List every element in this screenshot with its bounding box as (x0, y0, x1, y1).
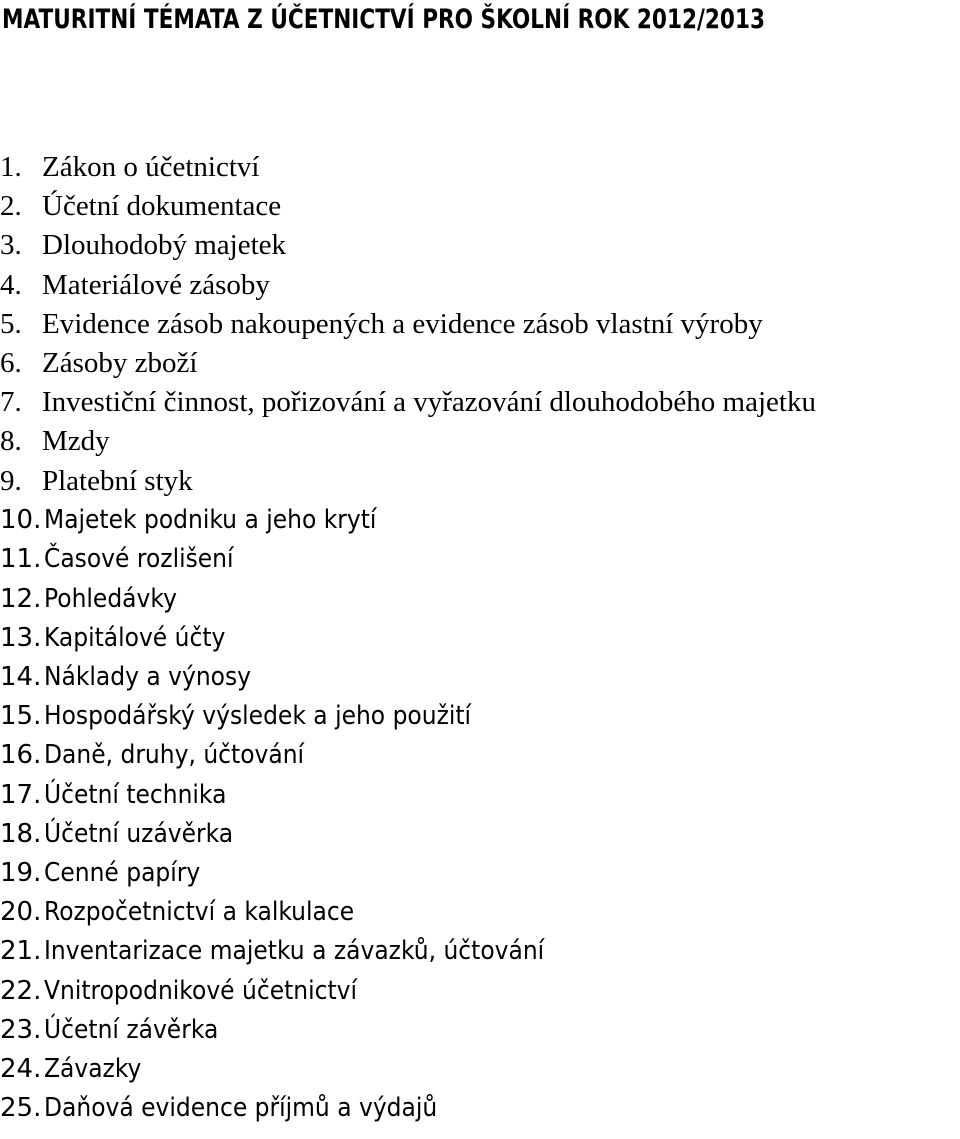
list-item (0, 971, 816, 1010)
list-item (0, 814, 816, 853)
list-item (0, 344, 816, 383)
item-label: Daňová evidence příjmů a výdajů (44, 1093, 438, 1124)
item-label: Platební styk (42, 464, 193, 497)
list-item (0, 383, 816, 422)
item-label: Účetní technika (44, 779, 227, 810)
list-item (0, 422, 816, 461)
item-number: 15. (0, 701, 42, 732)
item-number: 18. (0, 818, 42, 849)
list-item (0, 1089, 816, 1128)
list-item (0, 266, 816, 305)
list-item (0, 501, 816, 540)
item-label: Mzdy (42, 425, 110, 458)
topic-list (0, 148, 816, 1128)
item-number: 19. (0, 857, 42, 888)
list-item (0, 657, 816, 696)
item-number: 12. (0, 583, 42, 614)
list-item (0, 462, 816, 501)
item-number: 3. (0, 229, 22, 262)
list-item (0, 226, 816, 265)
list-item (0, 618, 816, 657)
item-number: 21. (0, 936, 42, 967)
item-number: 13. (0, 622, 42, 653)
list-item (0, 579, 816, 618)
document-title: MATURITNÍ TÉMATA Z ÚČETNICTVÍ PRO ŠKOLNÍ ROK 2012/2013 (2, 4, 766, 35)
item-label: Účetní dokumentace (42, 190, 282, 223)
list-item (0, 148, 816, 187)
item-number: 16. (0, 740, 42, 771)
item-number: 9. (0, 464, 22, 497)
list-item (0, 187, 816, 226)
list-item (0, 893, 816, 932)
item-number: 2. (0, 190, 22, 223)
item-number: 5. (0, 307, 22, 340)
list-item (0, 1049, 816, 1088)
item-number: 11. (0, 544, 42, 575)
list-item (0, 305, 816, 344)
item-number: 7. (0, 386, 22, 419)
item-label: Časové rozlišení (44, 544, 234, 575)
list-item (0, 736, 816, 775)
item-label: Rozpočetnictví a kalkulace (44, 897, 355, 928)
item-number: 6. (0, 347, 22, 380)
item-label: Zákon o účetnictví (42, 151, 260, 184)
item-label: Náklady a výnosy (44, 662, 252, 693)
list-item (0, 697, 816, 736)
item-label: Účetní uzávěrka (44, 818, 234, 849)
item-label: Majetek podniku a jeho krytí (44, 505, 377, 536)
item-number: 14. (0, 662, 42, 693)
item-label: Závazky (44, 1053, 142, 1084)
item-number: 17. (0, 779, 42, 810)
item-number: 23. (0, 1014, 42, 1045)
item-label: Dlouhodobý majetek (42, 229, 287, 262)
list-item (0, 932, 816, 971)
item-label: Kapitálové účty (44, 622, 226, 653)
item-label: Pohledávky (44, 583, 177, 614)
list-item (0, 540, 816, 579)
item-number: 25. (0, 1093, 42, 1124)
item-label: Zásoby zboží (42, 347, 198, 380)
item-label: Cenné papíry (44, 857, 201, 888)
item-label: Účetní závěrka (44, 1014, 219, 1045)
item-number: 20. (0, 897, 42, 928)
item-number: 24. (0, 1053, 42, 1084)
list-item (0, 853, 816, 892)
item-label: Evidence zásob nakoupených a evidence zásob vlastní výroby (42, 307, 763, 340)
list-item (0, 775, 816, 814)
item-label: Materiálové zásoby (42, 268, 270, 301)
item-number: 1. (0, 151, 22, 184)
item-number: 10. (0, 505, 42, 536)
item-label: Daně, druhy, účtování (44, 740, 305, 771)
item-number: 8. (0, 425, 22, 458)
item-label: Investiční činnost, pořizování a vyřazování dlouhodobého majetku (42, 386, 816, 419)
item-label: Vnitropodnikové účetnictví (44, 975, 358, 1006)
item-label: Hospodářský výsledek a jeho použití (44, 701, 472, 732)
item-label: Inventarizace majetku a závazků, účtování (44, 936, 545, 967)
list-item (0, 1010, 816, 1049)
item-number: 4. (0, 268, 22, 301)
item-number: 22. (0, 975, 42, 1006)
